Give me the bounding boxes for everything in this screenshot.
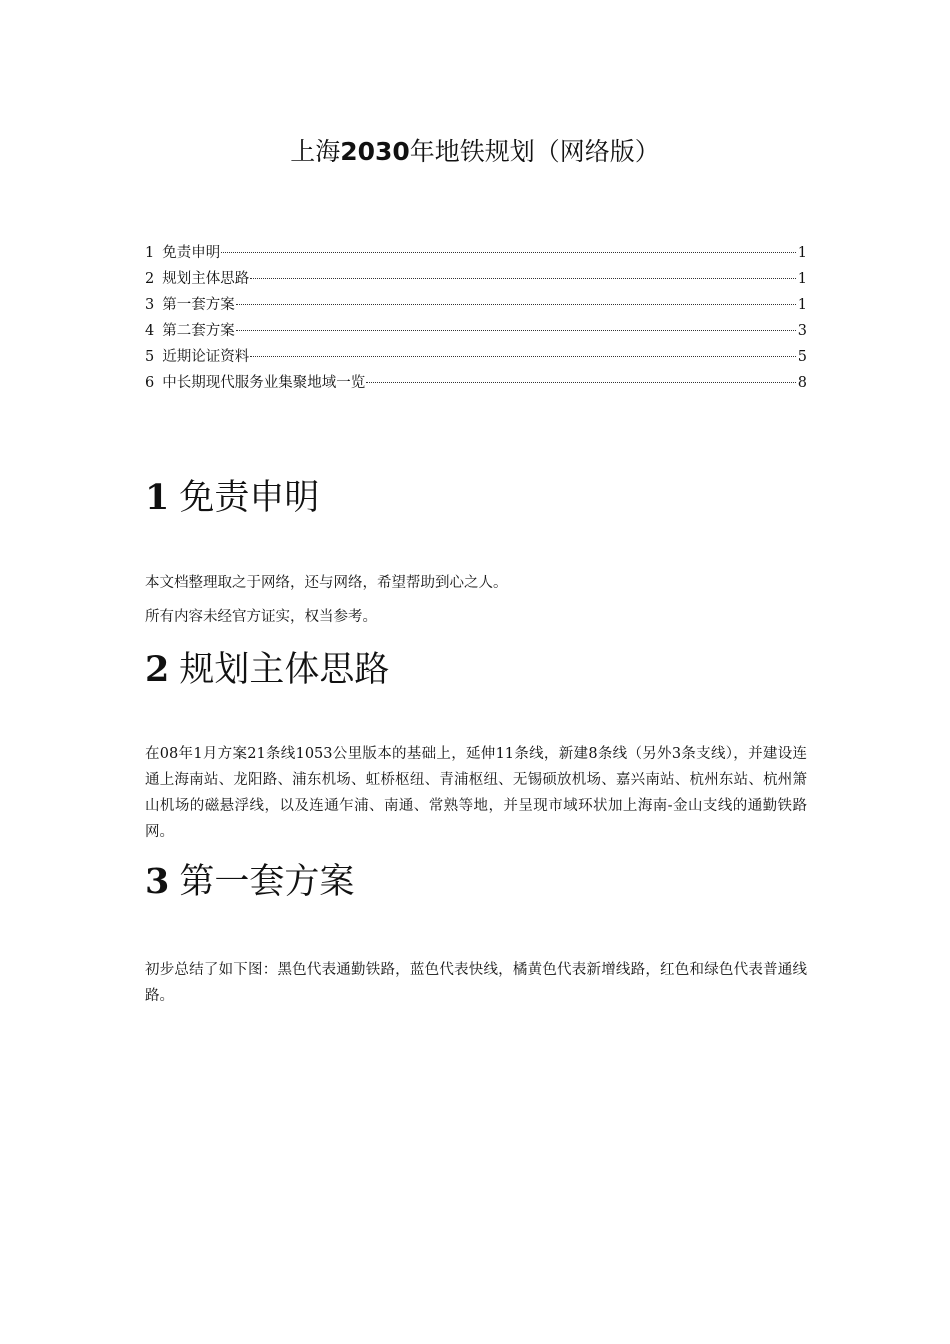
toc-entry-label: 近期论证资料 — [162, 349, 250, 365]
toc-entry-number: 4 — [145, 323, 155, 339]
section-heading-planning-approach — [145, 648, 389, 692]
section-number: 2 — [145, 649, 170, 690]
toc-dot-leader — [221, 252, 796, 253]
toc-entry-label: 第二套方案 — [162, 323, 235, 339]
toc-entry-recent-materials[interactable] — [145, 344, 807, 370]
toc-dot-leader — [250, 278, 796, 279]
document-title — [0, 134, 950, 170]
toc-entry-number: 5 — [145, 349, 155, 365]
toc-entry-second-plan[interactable] — [145, 318, 807, 344]
toc-dot-leader — [236, 330, 796, 331]
toc-dot-leader — [236, 304, 796, 305]
paragraph: 本文档整理取之于网络，还与网络，希望帮助到心之人。 — [145, 575, 508, 591]
toc-entry-page: 3 — [797, 323, 807, 339]
paragraph: 初步总结了如下图：黑色代表通勤铁路，蓝色代表快线，橘黄色代表新增线路，红色和绿色代表普通线路。 — [145, 962, 807, 1004]
toc-entry-label: 中长期现代服务业集聚地域一览 — [162, 375, 366, 391]
toc-entry-first-plan[interactable] — [145, 292, 807, 318]
section-number: 1 — [145, 477, 170, 518]
section-title: 规划主体思路 — [179, 650, 390, 690]
toc-entry-page: 1 — [797, 245, 807, 261]
title-suffix: 年地铁规划（网络版） — [409, 137, 660, 166]
toc-entry-number: 1 — [145, 245, 155, 261]
section-heading-first-plan — [145, 860, 354, 904]
section-title: 免责申明 — [179, 478, 320, 518]
toc-dot-leader — [366, 382, 796, 383]
toc-entry-page: 1 — [797, 271, 807, 287]
toc-entry-number: 2 — [145, 271, 155, 287]
toc-entry-page: 8 — [797, 375, 807, 391]
toc-entry-label: 免责申明 — [162, 245, 221, 261]
toc-entry-label: 规划主体思路 — [162, 271, 250, 287]
toc-entry-number: 6 — [145, 375, 155, 391]
toc-entry-page: 5 — [797, 349, 807, 365]
title-prefix: 上海 — [290, 137, 341, 166]
toc-entry-disclaimer[interactable] — [145, 240, 807, 266]
toc-dot-leader — [250, 356, 796, 357]
toc-entry-service-zones[interactable] — [145, 370, 807, 396]
paragraph: 在08年1月方案21条线1053公里版本的基础上，延伸11条线，新建8条线（另外3条支线），并建设连通上海南站、龙阳路、浦东机场、虹桥枢纽、青浦枢纽、无锡硕放机场、嘉兴南站、杭州东站、杭州箫山机场的磁悬浮线，以及连通乍浦、南通、常熟等地，并呈现市域环状加上海南-金山支线的通勤铁路网。 — [145, 746, 807, 840]
table-of-contents — [145, 240, 807, 396]
section-title: 第一套方案 — [179, 862, 355, 902]
title-year: 2030 — [340, 137, 410, 166]
section-number: 3 — [145, 861, 170, 902]
section-heading-disclaimer — [145, 476, 319, 520]
toc-entry-planning-approach[interactable] — [145, 266, 807, 292]
toc-entry-label: 第一套方案 — [162, 297, 235, 313]
toc-entry-page: 1 — [797, 297, 807, 313]
paragraph: 所有内容未经官方证实，权当参考。 — [145, 609, 377, 625]
toc-entry-number: 3 — [145, 297, 155, 313]
